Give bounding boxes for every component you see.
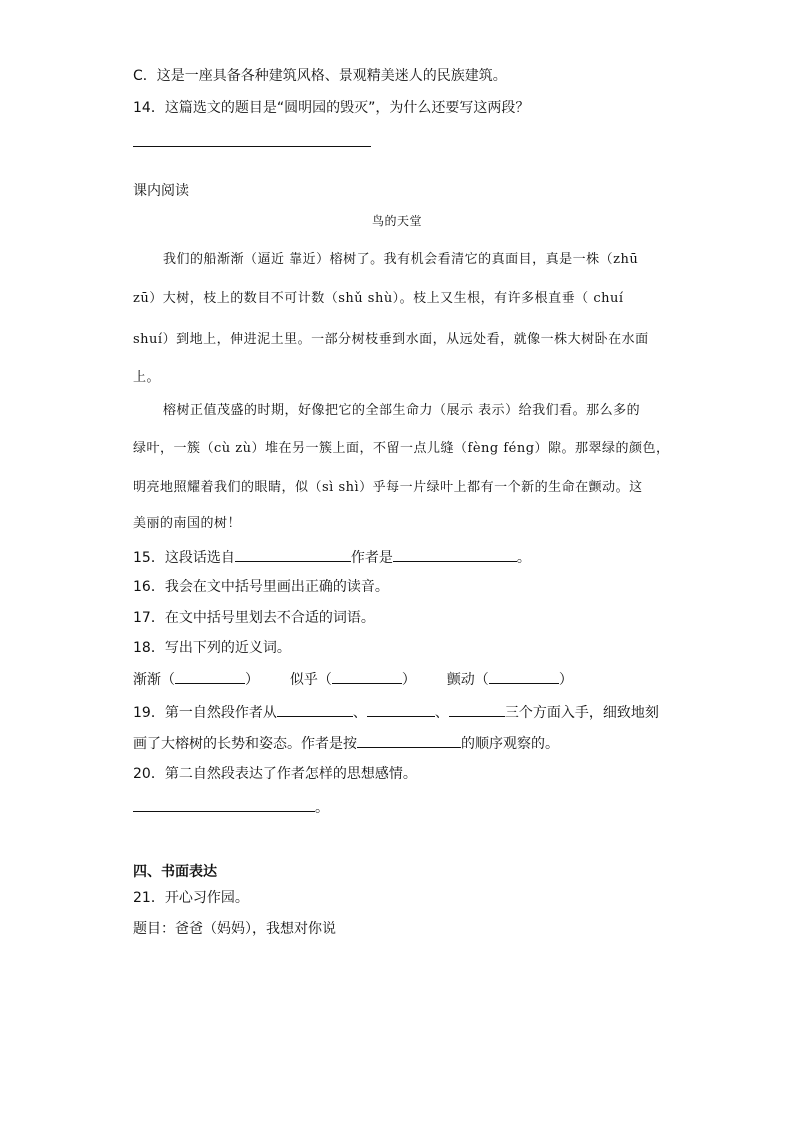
- question-19-line-2: 画了大榕树的长势和姿态。作者是按 的顺序观察的。: [133, 733, 559, 754]
- q18-blank-3[interactable]: [489, 669, 559, 684]
- q18-blank-2[interactable]: [332, 669, 402, 684]
- q15-source-blank[interactable]: [235, 547, 351, 562]
- question-18: 18．写出下列的近义词。: [133, 640, 291, 656]
- passage-line-7: 明亮地照耀着我们的眼睛，似（sì shì）乎每一片绿叶上都有一个新的生命在颤动。这: [133, 480, 643, 495]
- q19-blank-4[interactable]: [357, 733, 461, 748]
- passage-line-4: 上。: [133, 370, 161, 385]
- q19-blank-1[interactable]: [277, 702, 353, 717]
- question-20: 20．第二自然段表达了作者怎样的思想感情。: [133, 766, 417, 782]
- q15-prefix: 15．这段话选自: [133, 550, 235, 566]
- question-17: 17．在文中括号里划去不合适的词语。: [133, 610, 375, 626]
- section-label-reading: 课内阅读: [133, 183, 189, 199]
- q18-word-2: 似乎（: [289, 672, 332, 688]
- section-heading-writing: 四、书面表达: [133, 864, 217, 880]
- q20-answer-row: 。: [133, 797, 329, 818]
- q20-answer-blank[interactable]: [133, 797, 315, 812]
- passage-line-3: shuí）到地上，伸进泥土里。一部分树枝垂到水面，从远处看，就像一株大树卧在水面: [133, 332, 649, 347]
- q13-option-c: C．这是一座具备各种建筑风格、景观精美迷人的民族建筑。: [133, 68, 507, 84]
- answer-line-14[interactable]: [133, 146, 371, 147]
- q18-blank-1[interactable]: [175, 669, 245, 684]
- q19-blank-2[interactable]: [367, 702, 435, 717]
- question-21: 21．开心习作园。: [133, 890, 249, 906]
- passage-line-8: 美丽的南国的树！: [133, 516, 242, 531]
- q18-word-1: 渐渐（: [133, 672, 175, 688]
- passage-line-1: 我们的船渐渐（逼近 靠近）榕树了。我有机会看清它的真面目，真是一株（zhū: [163, 252, 639, 267]
- passage-line-2: zū）大树，枝上的数目不可计数（shǔ shù）。枝上又生根，有许多根直垂（ chuí: [133, 291, 624, 306]
- question-15: [133, 547, 531, 568]
- question-14: 14．这篇选文的题目是“圆明园的毁灭”，为什么还要写这两段？: [133, 100, 530, 116]
- q18-synonym-row: 渐渐（ ） 似乎（ ） 颤动（ ）: [133, 669, 573, 690]
- passage-line-5: 榕树正值茂盛的时期，好像把它的全部生命力（展示 表示）给我们看。那么多的: [163, 403, 641, 418]
- passage-title: 鸟的天堂: [371, 214, 422, 228]
- question-16: 16．我会在文中括号里画出正确的读音。: [133, 579, 389, 595]
- passage-line-6: 绿叶，一簇（cù zù）堆在另一簇上面，不留一点儿缝（fèng féng）隙。那翠绿的颜色，: [133, 441, 670, 456]
- q19-blank-3[interactable]: [449, 702, 505, 717]
- q15-middle: 作者是: [350, 550, 393, 566]
- q15-suffix: 。: [516, 550, 531, 566]
- q18-word-3: 颤动（: [446, 672, 489, 688]
- question-19-line-1: 19．第一自然段作者从 、 、 三个方面入手，细致地刻: [133, 702, 659, 723]
- q21-topic: 题目：爸爸（妈妈），我想对你说: [133, 921, 336, 937]
- q15-author-blank[interactable]: [393, 547, 517, 562]
